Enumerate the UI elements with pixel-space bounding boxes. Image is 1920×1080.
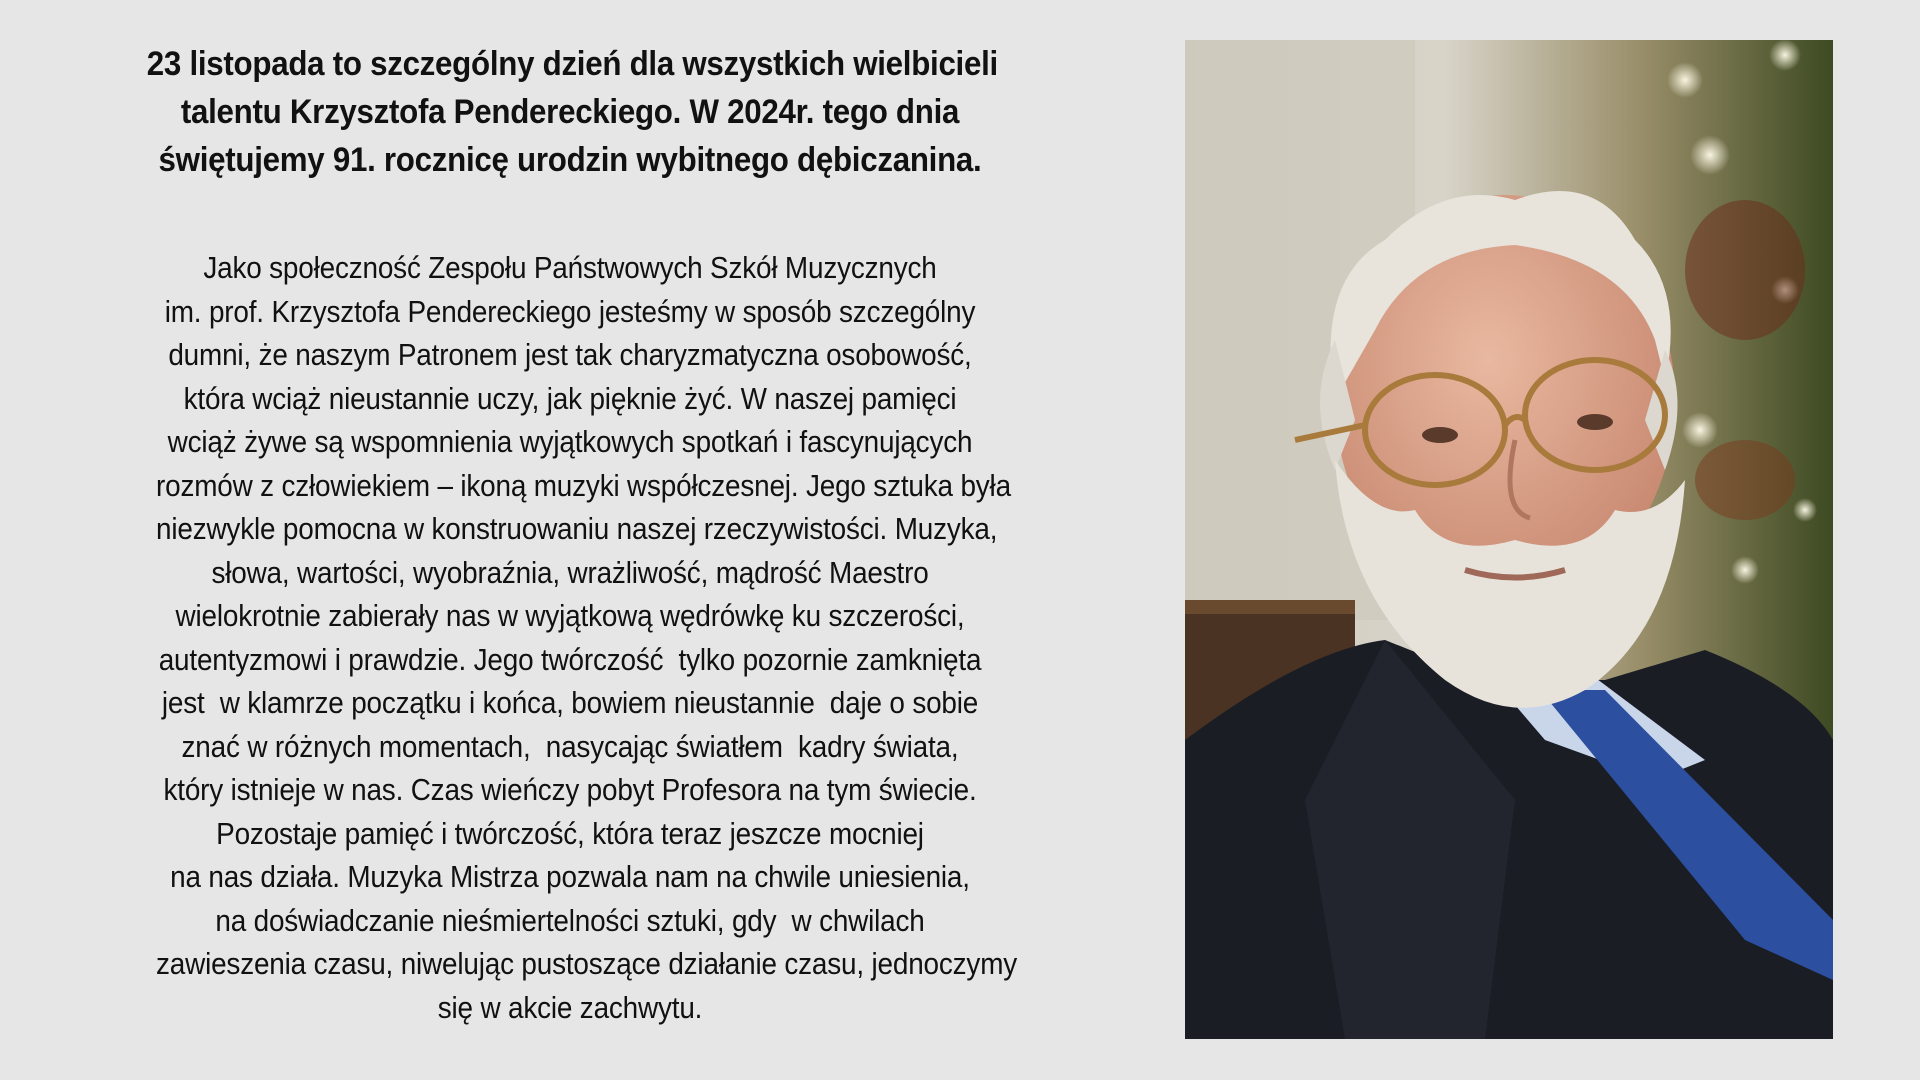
body-line: wielokrotnie zabierały nas w wyjątkową wędrówkę ku szczerości, [175, 598, 965, 633]
body-line: jest w klamrze początku i końca, bowiem nieustannie daje o sobie [161, 685, 979, 720]
body-line: na doświadczanie nieśmiertelności sztuki, gdy w chwilach [215, 902, 925, 938]
body-line: wciąż żywe są wspomnienia wyjątkowych spotkań i fascynujących [167, 424, 973, 459]
body-line: niezwykle pomocna w konstruowaniu naszej rzeczywistości. Muzyka, [156, 511, 998, 546]
body-line: Jako społeczność Zespołu Państwowych Szkół Muzycznych [203, 250, 937, 285]
portrait-photo [1185, 40, 1833, 1039]
body-line: znać w różnych momentach, nasycając światłem kadry świata, [181, 728, 959, 764]
headline-line: talentu Krzysztofa Pendereckiego. W 2024r. tego dnia [180, 93, 960, 131]
body-line: Pozostaje pamięć i twórczość, która teraz jeszcze mocniej [216, 815, 924, 851]
headline [146, 40, 998, 184]
body-line: im. prof. Krzysztofa Pendereckiego jesteśmy w sposób szczególny [164, 293, 976, 329]
headline-line: 23 listopada to szczególny dzień dla wszystkich wielbicieli [146, 45, 998, 83]
body-line: który istnieje w nas. Czas wieńczy pobyt Profesora na tym świecie. [163, 772, 977, 807]
body-line: autentyzmowi i prawdzie. Jego twórczość tylko pozornie zamknięta [158, 641, 982, 677]
body-line: dumni, że naszym Patronem jest tak charyzmatyczna osobowość, [168, 337, 972, 372]
body-line: słowa, wartości, wyobraźnia, wrażliwość, mądrość Maestro [211, 554, 929, 590]
headline-line: świętujemy 91. rocznicę urodzin wybitnego dębiczanina. [158, 141, 982, 179]
text-column [110, 40, 1030, 1029]
body-paragraph [156, 246, 1018, 1029]
body-line: która wciąż nieustannie uczy, jak pięknie żyć. W naszej pamięci [183, 380, 957, 416]
body-line: na nas działa. Muzyka Mistrza pozwala nam na chwile uniesienia, [170, 859, 970, 894]
body-line: zawieszenia czasu, niwelując pustoszące działanie czasu, jednoczymy [156, 946, 1018, 981]
body-line: się w akcie zachwytu. [437, 989, 703, 1025]
body-line: rozmów z człowiekiem – ikoną muzyki współczesnej. Jego sztuka była [156, 467, 1011, 503]
